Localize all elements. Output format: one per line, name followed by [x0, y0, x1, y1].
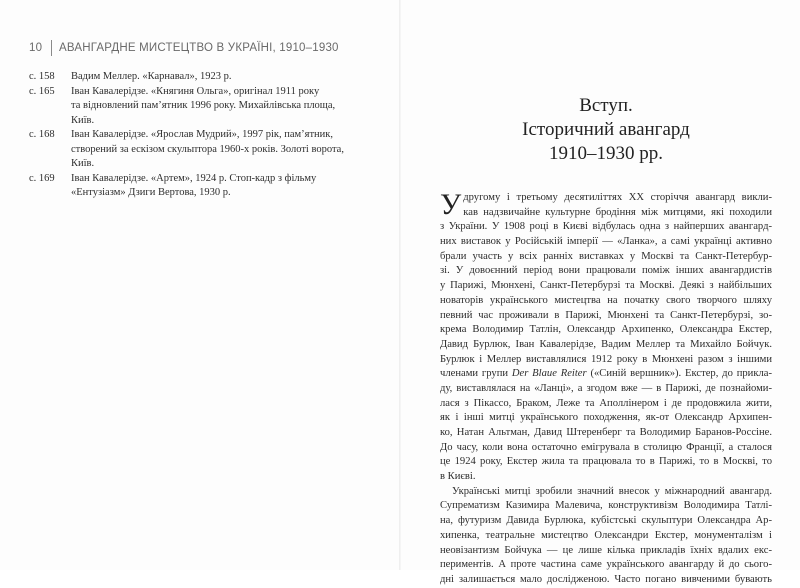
text-line: кав надзвичайне культурне бродіння між митцями, які походили — [463, 206, 772, 218]
text-line: другому і третьому десятиліттях XX сторіччя авангард викли- — [463, 192, 772, 203]
paragraph-1 — [440, 188, 772, 485]
running-head — [29, 40, 339, 56]
text-line: Давид Бурлюк, Іван Кавалерідзе, Вадим Меллер та Михайло Бойчук. — [440, 338, 772, 350]
running-title: АВАНГАРДНЕ МИСТЕЦТВО В УКРАЇНІ, 1910–1930 — [59, 42, 339, 54]
caption-page-ref: с. 168 — [29, 129, 55, 140]
caption-line: Іван Кавалерідзе. «Артем», 1924 р. Стоп-кадр з фільму — [71, 172, 317, 184]
text-line: Супрематизм Казимира Малевича, конструктивізм Володимира Татлі- — [440, 500, 772, 512]
text-line: неовізантизм Бойчука — це лише кілька прикладів їхніх вдалих екс- — [440, 544, 772, 556]
caption-line: «Ентузіазм» Дзиги Вертова, 1930 р. — [71, 187, 231, 198]
caption-page-ref: с. 158 — [29, 71, 55, 82]
text-line: хипенка, театральне мистецтво Олександри Екстер, монументалізм і — [440, 529, 772, 541]
text-line: певний час проживали в Парижі, Мюнхені та Санкт-Петербурзі, зо- — [440, 309, 772, 321]
text-line: це 1924 року, Екстер жила та працювала то в Парижі, то в Москві, то — [440, 456, 772, 468]
text-line: ду, виставлялася на «Ланці», а згодом вже — в Парижі, де познайоми- — [440, 382, 772, 394]
text-line: крема Володимир Татлін, Олександр Архипенко, Олександра Екстер, — [440, 324, 772, 336]
text-line: дні залишається мало дослідженою. Часто погано вивченими бувають — [440, 573, 772, 585]
heading-line: Вступ. — [579, 95, 633, 116]
heading-line: 1910–1930 рр. — [549, 143, 663, 164]
caption-line: Київ. — [71, 158, 95, 169]
caption-page-ref: с. 165 — [29, 85, 55, 97]
caption-line: Іван Кавалерідзе. «Ярослав Мудрий», 1997 рік, пам’ятник, — [71, 129, 334, 140]
caption-line: Київ. — [71, 114, 95, 126]
text-line: у Парижі, Мюнхені, Санкт-Петербурзі та Москві. Деякі з найбільших — [440, 280, 772, 292]
caption-item — [29, 85, 359, 129]
text-line: зі. У довоєнний період вони працювали поміж інших авангардистів — [440, 265, 772, 277]
running-head-divider — [51, 40, 52, 56]
body-text — [440, 188, 772, 588]
caption-line: та відновлений пам’ятник 1996 року. Михайлівська площа, — [71, 100, 336, 111]
chapter-heading — [440, 94, 772, 166]
text-line: в Києві. — [440, 471, 476, 483]
text-line: членами групи Der Blaue Reiter («Синій вершник»). Екстер, до прикла- — [440, 368, 772, 380]
heading-line: Історичний авангард — [522, 119, 690, 140]
caption-line: Іван Кавалерідзе. «Княгиня Ольга», оригінал 1911 року — [71, 85, 320, 97]
text-line: Бурлюк і Меллер виставлялися 1912 року в Мюнхені разом з іншими — [440, 353, 772, 365]
caption-item — [29, 128, 359, 172]
text-line: Українські митці зробили значний внесок у міжнародний авангард. — [452, 485, 772, 497]
caption-item — [29, 70, 359, 85]
text-line: периментів. А проте частина саме українського авангарду й до сього- — [440, 559, 772, 571]
drop-cap: У — [440, 188, 462, 221]
text-line: них виставок у Російській імперії — «Ланка», а самі українці активно — [440, 236, 772, 248]
text-line: лася з Пікассо, Браком, Леже та Аполлінером і де продовжила жити, — [440, 397, 772, 409]
text-line: До часу, коли вона остаточно емігрувала в столицю Франції, а сталося — [440, 441, 772, 453]
caption-page-ref: с. 169 — [29, 172, 55, 184]
image-captions-list — [29, 70, 359, 201]
paragraph-2 — [440, 485, 772, 588]
book-gutter — [399, 0, 401, 570]
text-line: ко, Натан Альтман, Давид Штеренберг та Володимир Баранов-Россіне. — [440, 427, 772, 438]
text-line: як і інші митці українського походження, як-от Олександр Архипен- — [440, 412, 772, 424]
text-line: з України. У 1908 році в Києві відбулась одна з найперших авангард- — [440, 221, 772, 233]
group-name-italic: Der Blaue Reiter — [511, 368, 587, 380]
text-line: брали участь у всіх ранніх виставках у Москві та Санкт-Петербур- — [440, 250, 772, 262]
text-line: новаторів українського мистецтва на початку свого творчого шляху — [440, 294, 772, 306]
caption-line: Вадим Меллер. «Карнавал», 1923 р. — [71, 71, 232, 82]
page-number: 10 — [29, 42, 43, 54]
text-line: на, футуризм Давида Бурлюка, кубістські скульптури Олександра Ар- — [440, 515, 772, 527]
caption-item — [29, 172, 359, 201]
caption-line: створений за ескізом скульптора 1960-х років. Золоті ворота, — [71, 143, 344, 155]
